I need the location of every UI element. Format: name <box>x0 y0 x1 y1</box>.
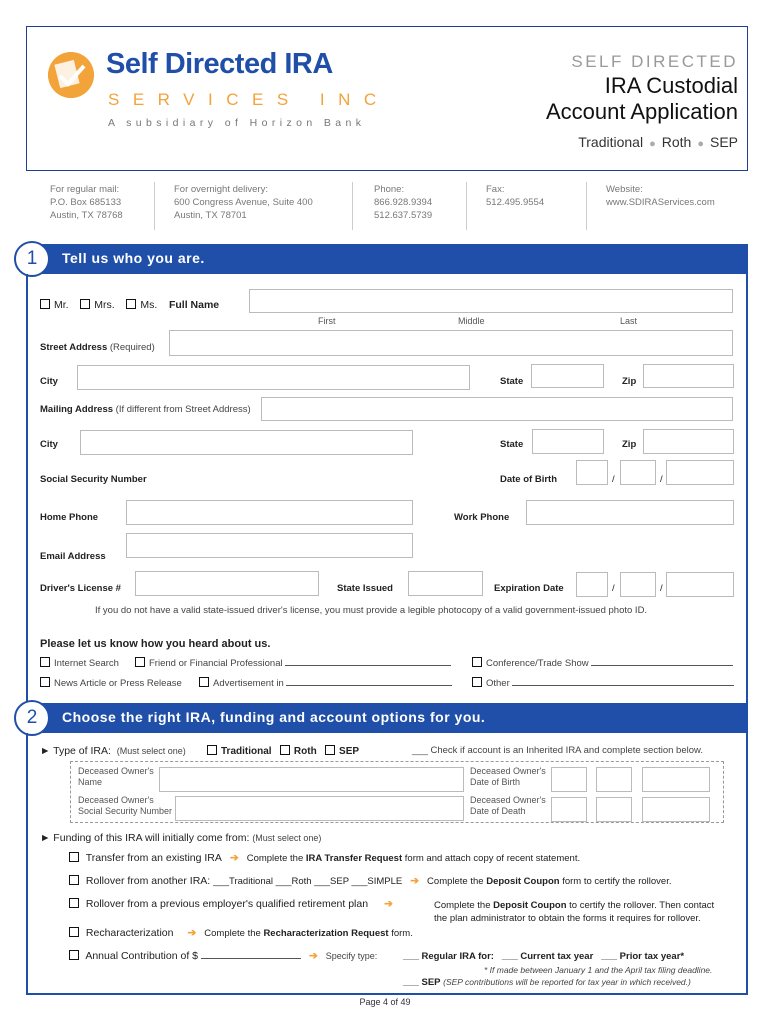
form-title-line2: Account Application <box>545 99 738 124</box>
last-name-caption: Last <box>620 316 638 326</box>
divider <box>154 182 155 230</box>
section-2-border-right <box>746 733 748 995</box>
section-1-border-right <box>746 274 748 704</box>
contribution-amount-line[interactable] <box>201 950 301 959</box>
recharacterization-option: Recharacterization ➔ Complete the Recharacterization Request form. <box>69 927 413 939</box>
friend-checkbox[interactable] <box>135 657 145 667</box>
section-1-border-left <box>26 274 28 704</box>
street-address-field[interactable] <box>169 330 733 356</box>
full-name-label: Full Name <box>168 299 220 311</box>
section-2-header <box>26 703 748 733</box>
conference-line[interactable] <box>591 657 733 666</box>
work-phone-field[interactable] <box>526 500 734 525</box>
sep-checkbox[interactable] <box>325 745 335 755</box>
mailing-state-field[interactable] <box>532 429 604 454</box>
other-line[interactable] <box>512 677 734 686</box>
middle-name-caption: Middle <box>458 316 485 326</box>
traditional-checkbox[interactable] <box>207 745 217 755</box>
logo-title: Self Directed IRA <box>106 48 333 80</box>
section-2-border-left <box>26 733 28 995</box>
heard-conference: Conference/Trade Show <box>472 657 733 669</box>
section-1-header <box>26 244 748 274</box>
page-number: Page 4 of 49 <box>359 997 411 1007</box>
mailing-address-field[interactable] <box>261 397 733 421</box>
divider <box>466 182 467 230</box>
employer-rollover-instructions: Complete the Deposit Coupon to certify the rollover. Then contact the plan administrator to obtain the forms it requires for rollover. <box>434 900 715 924</box>
other-checkbox[interactable] <box>472 677 482 687</box>
ms-checkbox[interactable] <box>126 299 136 309</box>
bullet-icon: ● <box>649 138 656 150</box>
state-issued-label: State Issued <box>337 583 393 594</box>
dob-slash: / <box>612 474 615 485</box>
bullet-icon: ● <box>697 138 704 150</box>
annual-contribution-checkbox[interactable] <box>69 950 79 960</box>
section-1-title: Tell us who you are. <box>62 250 205 266</box>
zip-label: Zip <box>622 376 637 387</box>
deceased-dod-year[interactable] <box>642 797 710 822</box>
heard-title: Please let us know how you heard about us. <box>40 638 271 650</box>
internet-search-checkbox[interactable] <box>40 657 50 667</box>
deceased-dod-label: Deceased Owner's Date of Death <box>470 795 546 816</box>
section-2-number: 2 <box>14 700 50 736</box>
exp-month-field[interactable] <box>576 572 608 597</box>
type-roth: Roth <box>661 134 692 150</box>
dob-label: Date of Birth <box>500 474 557 485</box>
logo-subtitle: SERVICES INC <box>108 90 390 109</box>
state-field[interactable] <box>531 364 604 388</box>
rollover-option: Rollover from another IRA: ___Traditional ___Roth ___SEP ___SIMPLE ➔ Complete the Deposit Coupon form to certify the rollover. <box>69 875 672 887</box>
mailing-zip-label: Zip <box>622 439 637 450</box>
deceased-ssn-label: Deceased Owner's Social Security Number <box>78 795 173 816</box>
license-field[interactable] <box>135 571 319 596</box>
contact-regular-mail: For regular mail: P.O. Box 685133 Austin, TX 78768 <box>50 184 123 221</box>
ssn-label: Social Security Number <box>40 474 147 485</box>
street-address-label: Street Address (Required) <box>40 342 155 353</box>
arrow-right-icon: ➔ <box>308 950 318 962</box>
arrow-right-icon: ➔ <box>384 898 393 910</box>
city-label: City <box>40 376 58 387</box>
deceased-dod-month[interactable] <box>551 797 587 822</box>
account-types <box>578 134 738 150</box>
sep-contribution-option: ___ SEP (SEP contributions will be reported for tax year in which received.) <box>403 977 691 988</box>
regular-ira-options: ___ Regular IRA for: ___ Current tax year ___ Prior tax year* <box>403 951 685 962</box>
email-label: Email Address <box>40 551 106 562</box>
deceased-dob-label: Deceased Owner's Date of Birth <box>470 766 546 787</box>
advertisement-line[interactable] <box>286 677 452 686</box>
form-title-small: SELF DIRECTED <box>571 52 738 71</box>
license-note: If you do not have a valid state-issued driver's license, you must provide a legible photocopy of a valid government-issued photo ID. <box>95 605 648 616</box>
advertisement-checkbox[interactable] <box>199 677 209 687</box>
logo-icon <box>48 52 94 98</box>
exp-year-field[interactable] <box>666 572 734 597</box>
employer-rollover-option: Rollover from a previous employer's qualified retirement plan ➔ <box>69 898 401 910</box>
dob-slash: / <box>660 474 663 485</box>
employer-rollover-checkbox[interactable] <box>69 898 79 908</box>
heard-news: News Article or Press Release <box>40 677 182 689</box>
arrow-right-icon: ➔ <box>229 852 239 864</box>
contact-fax: Fax: 512.495.9554 <box>486 184 545 208</box>
salutation-group: Mr. Mrs. Ms. Full Name <box>40 299 219 311</box>
exp-day-field[interactable] <box>620 572 656 597</box>
work-phone-label: Work Phone <box>454 512 510 523</box>
mailing-address-label: Mailing Address (If different from Street Address) <box>40 404 251 415</box>
full-name-field[interactable] <box>249 289 733 313</box>
mailing-city-field[interactable] <box>80 430 413 455</box>
arrow-right-icon: ➔ <box>187 927 197 939</box>
deceased-dod-day[interactable] <box>596 797 632 822</box>
logo-tagline: A subsidiary of Horizon Bank <box>108 117 366 129</box>
city-field[interactable] <box>77 365 470 390</box>
contact-phone: Phone: 866.928.9394 512.637.5739 <box>374 184 433 221</box>
inherited-ira-check[interactable]: ___ Check if account is an Inherited IRA and complete section below. <box>412 745 703 756</box>
contact-website: Website: www.SDIRAServices.com <box>606 184 715 208</box>
arrow-right-icon: ➔ <box>410 875 420 887</box>
mailing-city-label: City <box>40 439 58 450</box>
heard-row-1: Internet Search <box>40 657 119 669</box>
email-field[interactable] <box>126 533 413 558</box>
transfer-option: Transfer from an existing IRA ➔ Complete the IRA Transfer Request form and attach copy of recent statement. <box>69 852 580 864</box>
rollover-checkbox[interactable] <box>69 875 79 885</box>
divider <box>586 182 587 230</box>
type-sep: SEP <box>709 134 738 150</box>
heard-ad: Advertisement in <box>199 677 452 689</box>
deceased-name-label: Deceased Owner's Name <box>78 766 154 787</box>
section-2-border-bottom <box>26 993 748 995</box>
heard-friend: Friend or Financial Professional <box>135 657 451 669</box>
dob-month-field[interactable] <box>576 460 608 485</box>
home-phone-label: Home Phone <box>40 512 99 523</box>
mailing-state-label: State <box>500 439 524 450</box>
exp-slash: / <box>612 583 615 594</box>
recharacterization-checkbox[interactable] <box>69 927 79 937</box>
type-traditional: Traditional <box>578 134 644 150</box>
divider <box>352 182 353 230</box>
roth-checkbox[interactable] <box>280 745 290 755</box>
conference-checkbox[interactable] <box>472 657 482 667</box>
form-title-line1: IRA Custodial <box>604 73 738 98</box>
home-phone-field[interactable] <box>126 500 413 525</box>
state-issued-field[interactable] <box>408 571 483 596</box>
asterisk-note: * If made between January 1 and the April tax filing deadline. <box>484 965 713 975</box>
deceased-dob-day[interactable] <box>596 767 632 792</box>
zip-field[interactable] <box>643 364 734 388</box>
deceased-dob-year[interactable] <box>642 767 710 792</box>
deceased-name-field[interactable] <box>159 767 464 792</box>
deceased-dob-month[interactable] <box>551 767 587 792</box>
expiration-label: Expiration Date <box>494 583 564 594</box>
state-label: State <box>500 376 524 387</box>
contact-overnight: For overnight delivery: 600 Congress Avenue, Suite 400 Austin, TX 78701 <box>174 184 313 221</box>
section-1-number: 1 <box>14 241 50 277</box>
news-checkbox[interactable] <box>40 677 50 687</box>
license-label: Driver's License # <box>40 583 121 594</box>
exp-slash: / <box>660 583 663 594</box>
funding-label: ► Funding of this IRA will initially come from: (Must select one) <box>40 832 322 844</box>
transfer-checkbox[interactable] <box>69 852 79 862</box>
friend-line[interactable] <box>285 657 451 666</box>
heard-other: Other <box>472 677 734 689</box>
annual-contribution-option: Annual Contribution of $ ➔ Specify type: <box>69 950 377 962</box>
ira-type-row: ► Type of IRA: (Must select one) <box>40 745 186 757</box>
dob-day-field[interactable] <box>620 460 656 485</box>
mrs-checkbox[interactable] <box>80 299 90 309</box>
mailing-zip-field[interactable] <box>643 429 734 454</box>
first-name-caption: First <box>318 316 336 326</box>
dob-year-field[interactable] <box>666 460 734 485</box>
deceased-ssn-field[interactable] <box>175 796 464 821</box>
mr-checkbox[interactable] <box>40 299 50 309</box>
ira-type-options: Traditional Roth SEP <box>207 745 359 757</box>
section-2-title: Choose the right IRA, funding and account options for you. <box>62 709 486 725</box>
